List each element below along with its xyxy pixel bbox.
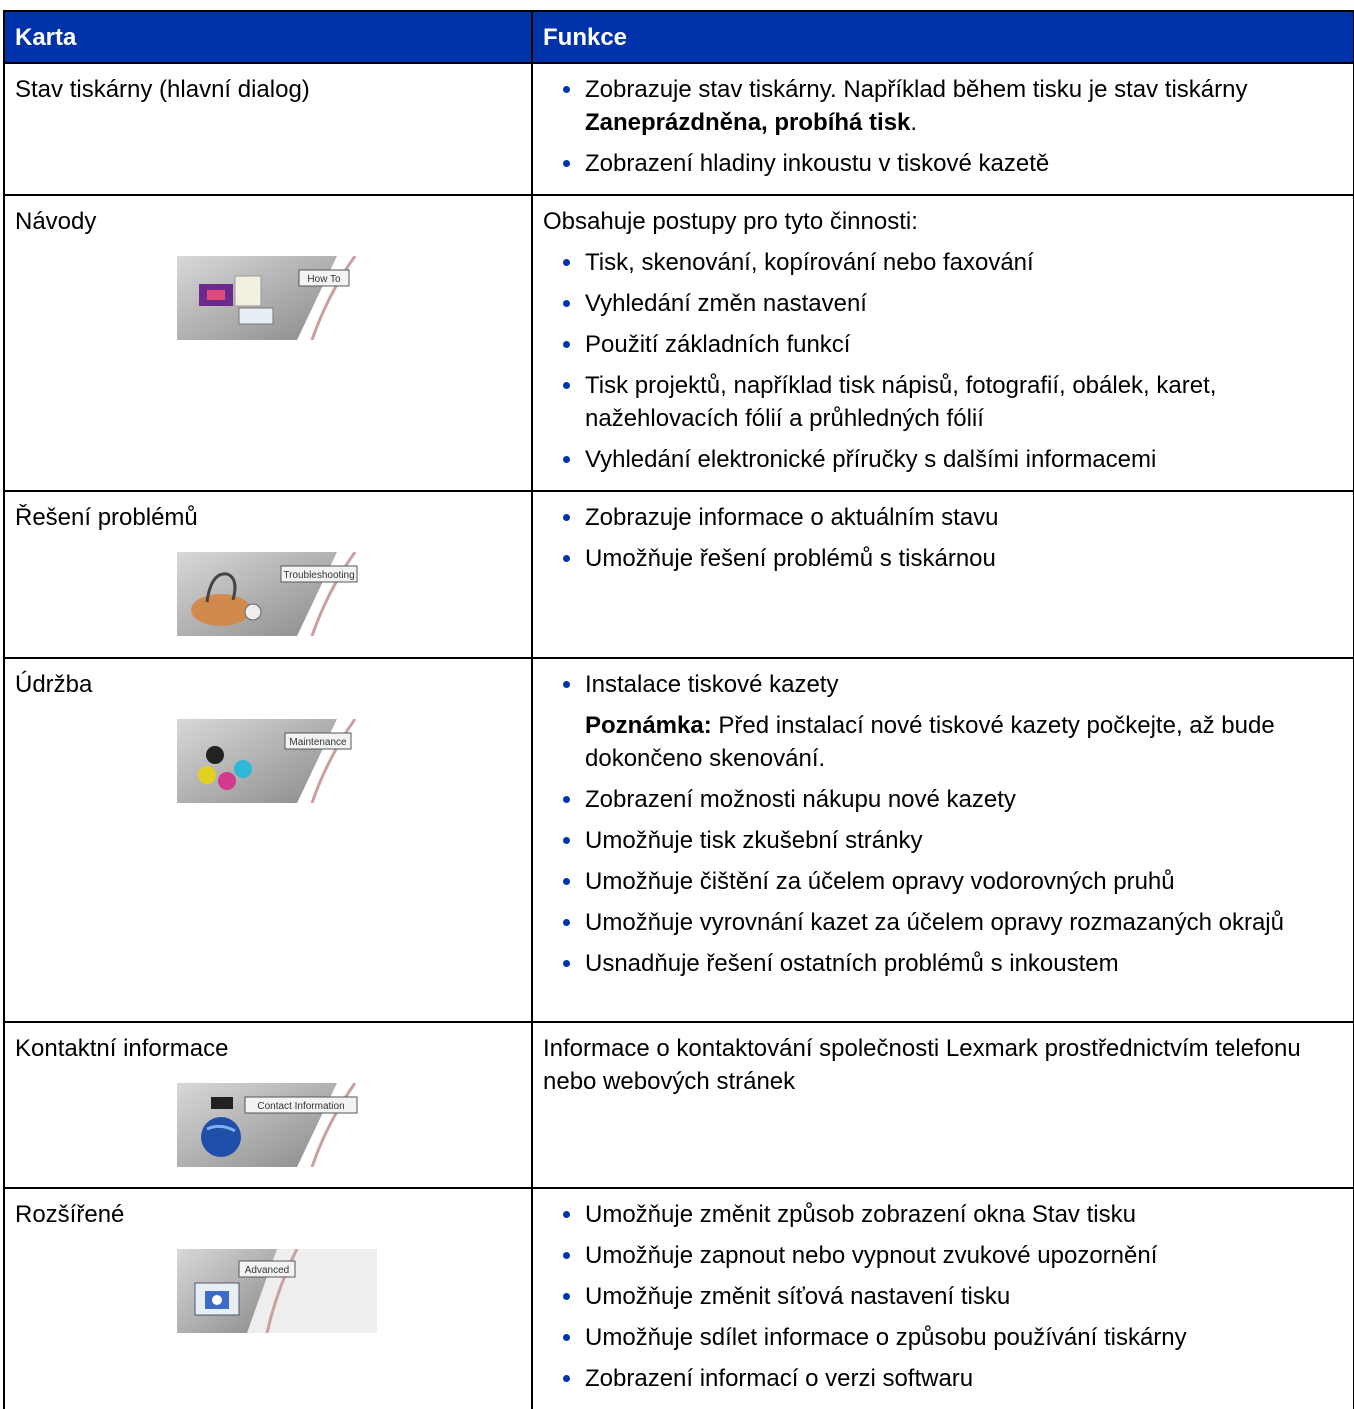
card-cell (4, 63, 532, 195)
table-header-row (4, 11, 1354, 63)
function-cell (532, 658, 1354, 1022)
list-item: Tisk projektů, například tisk nápisů, fotografií, obálek, karet, nažehlovacích fólií a průhledných fólií (555, 369, 1343, 435)
card-cell (4, 1022, 532, 1188)
table-row (4, 63, 1354, 195)
troubleshooting-tab-image (177, 552, 377, 636)
list-item: Umožňuje řešení problémů s tiskárnou (555, 542, 1343, 575)
feature-list (543, 668, 1343, 701)
list-item: Použití základních funkcí (555, 328, 1343, 361)
card-cell (4, 491, 532, 658)
table-row (4, 195, 1354, 491)
card-name: Řešení problémů (15, 504, 198, 531)
note-label: Poznámka: (585, 712, 712, 739)
list-item: Umožňuje změnit způsob zobrazení okna Stav tisku (555, 1198, 1343, 1231)
list-item: Umožňuje sdílet informace o způsobu používání tiskárny (555, 1321, 1343, 1354)
list-item: Zobrazuje stav tiskárny. Například během tisku je stav tiskárny Zaneprázdněna, probíhá tisk. (555, 73, 1343, 139)
card-name: Rozšířené (15, 1201, 125, 1228)
feature-list (543, 73, 1343, 180)
contact-information-tab-image (177, 1083, 377, 1167)
table-row (4, 1022, 1354, 1188)
card-cell (4, 658, 532, 1022)
feature-list (543, 501, 1343, 575)
feature-list (543, 783, 1343, 980)
list-item: Umožňuje zapnout nebo vypnout zvukové upozornění (555, 1239, 1343, 1272)
header-funkce: Funkce (532, 11, 1354, 63)
intro-text: Obsahuje postupy pro tyto činnosti: (543, 208, 918, 235)
card-name: Návody (15, 208, 97, 235)
list-item: Tisk, skenování, kopírování nebo faxování (555, 246, 1343, 279)
card-name: Údržba (15, 671, 93, 698)
card-cell (4, 195, 532, 491)
maintenance-tab-image (177, 719, 377, 803)
card-cell (4, 1188, 532, 1409)
status-bold-text: Zaneprázdněna, probíhá tisk (585, 109, 911, 136)
list-item: Zobrazení možnosti nákupu nové kazety (555, 783, 1343, 816)
list-item: Umožňuje vyrovnání kazet za účelem opravy rozmazaných okrajů (555, 906, 1343, 939)
table-row (4, 491, 1354, 658)
table-row (4, 658, 1354, 1022)
note-text: Poznámka: Před instalací nové tiskové kazety počkejte, až bude dokončeno skenování. (585, 712, 1275, 772)
list-item: Umožňuje změnit síťová nastavení tisku (555, 1280, 1343, 1313)
function-cell (532, 63, 1354, 195)
contact-description: Informace o kontaktování společnosti Lexmark prostřednictvím telefonu nebo webových stránek (543, 1035, 1301, 1095)
list-item: Usnadňuje řešení ostatních problémů s inkoustem (555, 947, 1343, 980)
advanced-tab-image (177, 1249, 377, 1333)
card-name: Stav tiskárny (hlavní dialog) (15, 76, 310, 103)
function-cell (532, 1188, 1354, 1409)
table-row (4, 1188, 1354, 1409)
feature-list (543, 246, 1343, 476)
header-karta: Karta (4, 11, 532, 63)
svg-text:Maintenance: Maintenance (289, 737, 347, 748)
svg-text:Troubleshooting: Troubleshooting (283, 570, 355, 581)
svg-text:Advanced: Advanced (244, 1265, 290, 1276)
list-item: Vyhledání změn nastavení (555, 287, 1343, 320)
features-table (3, 10, 1354, 1409)
list-item: Zobrazení hladiny inkoustu v tiskové kazetě (555, 147, 1343, 180)
function-cell (532, 1022, 1354, 1188)
svg-text:How To: How To (307, 274, 341, 285)
list-item: Umožňuje tisk zkušební stránky (555, 824, 1343, 857)
svg-text:Contact Information: Contact Information (257, 1101, 345, 1112)
how-to-tab-image (177, 256, 377, 340)
card-name: Kontaktní informace (15, 1035, 229, 1062)
feature-list (543, 1198, 1343, 1395)
list-item: Zobrazuje informace o aktuálním stavu (555, 501, 1343, 534)
list-item: Instalace tiskové kazety (555, 668, 1343, 701)
function-cell (532, 195, 1354, 491)
list-item: Umožňuje čištění za účelem opravy vodorovných pruhů (555, 865, 1343, 898)
list-item: Zobrazení informací o verzi softwaru (555, 1362, 1343, 1395)
function-cell (532, 491, 1354, 658)
list-item: Vyhledání elektronické příručky s dalšími informacemi (555, 443, 1343, 476)
